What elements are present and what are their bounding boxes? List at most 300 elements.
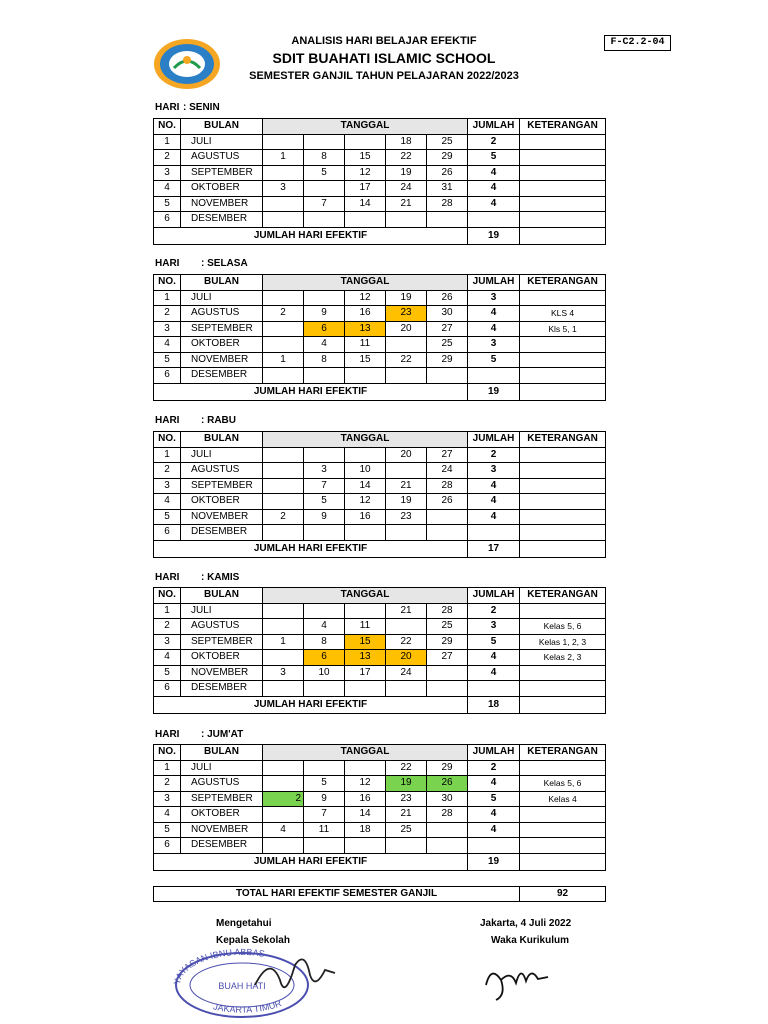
- row-no: 6: [154, 838, 181, 854]
- row-no: 6: [154, 681, 181, 697]
- date-cell: [345, 212, 386, 228]
- row-note: [520, 760, 606, 776]
- col-header-no: NO.: [154, 275, 181, 291]
- col-header-keterangan: KETERANGAN: [520, 588, 606, 604]
- date-cell: [263, 196, 304, 212]
- day-label-prefix: HARI: [155, 102, 180, 113]
- day-table: [153, 118, 606, 245]
- date-cell: 13: [345, 321, 386, 337]
- sum-blank: [520, 696, 606, 713]
- date-cell: 27: [427, 447, 468, 463]
- col-header-bulan: BULAN: [181, 432, 263, 448]
- row-month: OKTOBER: [181, 650, 263, 666]
- date-cell: 9: [304, 306, 345, 322]
- col-header-no: NO.: [154, 588, 181, 604]
- date-cell: 27: [427, 321, 468, 337]
- row-note: [520, 196, 606, 212]
- row-note: [520, 681, 606, 697]
- date-cell: 28: [427, 196, 468, 212]
- row-count: 4: [468, 776, 520, 792]
- date-cell: [304, 525, 345, 541]
- date-cell: 5: [304, 776, 345, 792]
- table-row: [154, 619, 606, 635]
- row-month: DESEMBER: [181, 368, 263, 384]
- row-month: NOVEMBER: [181, 665, 263, 681]
- date-cell: 8: [304, 352, 345, 368]
- date-cell: 26: [427, 165, 468, 181]
- table-row: [154, 494, 606, 510]
- date-cell: 16: [345, 509, 386, 525]
- date-cell: 12: [345, 776, 386, 792]
- row-count: 4: [468, 822, 520, 838]
- table-row: [154, 181, 606, 197]
- row-month: AGUSTUS: [181, 619, 263, 635]
- date-cell: [386, 838, 427, 854]
- date-cell: [304, 760, 345, 776]
- row-note: [520, 525, 606, 541]
- date-cell: [386, 525, 427, 541]
- sig-right-line1: Jakarta, 4 Juli 2022: [480, 918, 572, 929]
- date-cell: 1: [263, 150, 304, 166]
- date-cell: 15: [345, 150, 386, 166]
- date-cell: [263, 212, 304, 228]
- row-month: DESEMBER: [181, 838, 263, 854]
- date-cell: [263, 165, 304, 181]
- semester-title: SEMESTER GANJIL TAHUN PELAJARAN 2022/2023: [249, 70, 519, 82]
- row-count: 4: [468, 478, 520, 494]
- row-no: 5: [154, 665, 181, 681]
- table-row: [154, 290, 606, 306]
- table-row: [154, 134, 606, 150]
- date-cell: 20: [386, 321, 427, 337]
- date-cell: 30: [427, 306, 468, 322]
- day-label-prefix: HARI: [155, 258, 180, 269]
- date-cell: 26: [427, 776, 468, 792]
- row-month: JULI: [181, 290, 263, 306]
- date-cell: 22: [386, 150, 427, 166]
- col-header-bulan: BULAN: [181, 119, 263, 135]
- date-cell: [386, 337, 427, 353]
- stamp-text-bottom: JAKARTA TIMUR: [212, 998, 283, 1015]
- row-note: Kls 5, 1: [520, 321, 606, 337]
- row-count: 4: [468, 165, 520, 181]
- date-cell: 15: [345, 352, 386, 368]
- date-cell: [386, 619, 427, 635]
- date-cell: 19: [386, 165, 427, 181]
- date-cell: [427, 368, 468, 384]
- table-row: [154, 447, 606, 463]
- date-cell: 2: [263, 791, 304, 807]
- row-no: 6: [154, 212, 181, 228]
- row-count: 4: [468, 650, 520, 666]
- date-cell: 12: [345, 494, 386, 510]
- sum-label: JUMLAH HARI EFEKTIF: [154, 853, 468, 870]
- row-no: 6: [154, 368, 181, 384]
- date-cell: [386, 368, 427, 384]
- date-cell: 29: [427, 150, 468, 166]
- row-note: [520, 478, 606, 494]
- date-cell: [345, 368, 386, 384]
- date-cell: [304, 290, 345, 306]
- sum-value: 17: [468, 540, 520, 557]
- table-row: [154, 509, 606, 525]
- row-no: 1: [154, 603, 181, 619]
- row-count: 2: [468, 134, 520, 150]
- date-cell: [263, 838, 304, 854]
- date-cell: [263, 525, 304, 541]
- row-no: 1: [154, 447, 181, 463]
- date-cell: 21: [386, 478, 427, 494]
- date-cell: [304, 181, 345, 197]
- table-row: [154, 681, 606, 697]
- col-header-tanggal: TANGGAL: [263, 745, 468, 761]
- date-cell: 10: [345, 463, 386, 479]
- row-count: [468, 838, 520, 854]
- date-cell: 18: [386, 134, 427, 150]
- date-cell: [427, 665, 468, 681]
- row-month: JULI: [181, 760, 263, 776]
- date-cell: 11: [345, 619, 386, 635]
- table-row: [154, 352, 606, 368]
- date-cell: [263, 478, 304, 494]
- date-cell: 1: [263, 634, 304, 650]
- date-cell: 27: [427, 650, 468, 666]
- row-note: [520, 509, 606, 525]
- table-row: [154, 807, 606, 823]
- sum-blank: [520, 227, 606, 244]
- date-cell: [263, 760, 304, 776]
- row-month: SEPTEMBER: [181, 791, 263, 807]
- date-cell: 28: [427, 603, 468, 619]
- row-note: [520, 212, 606, 228]
- row-month: AGUSTUS: [181, 776, 263, 792]
- row-count: 5: [468, 634, 520, 650]
- sum-label: JUMLAH HARI EFEKTIF: [154, 540, 468, 557]
- row-month: NOVEMBER: [181, 509, 263, 525]
- row-no: 3: [154, 165, 181, 181]
- day-label: [155, 729, 243, 740]
- col-header-bulan: BULAN: [181, 275, 263, 291]
- date-cell: 25: [427, 619, 468, 635]
- date-cell: 21: [386, 196, 427, 212]
- col-header-keterangan: KETERANGAN: [520, 745, 606, 761]
- row-note: KLS 4: [520, 306, 606, 322]
- table-row: [154, 196, 606, 212]
- row-note: Kelas 5, 6: [520, 776, 606, 792]
- date-cell: 24: [386, 665, 427, 681]
- date-cell: [345, 681, 386, 697]
- doc-title: ANALISIS HARI BELAJAR EFEKTIF: [291, 35, 477, 47]
- date-cell: 18: [345, 822, 386, 838]
- sum-label: JUMLAH HARI EFEKTIF: [154, 227, 468, 244]
- row-no: 1: [154, 760, 181, 776]
- date-cell: 7: [304, 196, 345, 212]
- row-note: [520, 665, 606, 681]
- grand-total-table: [153, 886, 606, 902]
- row-no: 2: [154, 150, 181, 166]
- day-label: [155, 572, 239, 583]
- table-row: [154, 463, 606, 479]
- date-cell: [263, 463, 304, 479]
- row-note: [520, 463, 606, 479]
- row-count: 5: [468, 150, 520, 166]
- row-month: NOVEMBER: [181, 196, 263, 212]
- table-row: [154, 603, 606, 619]
- date-cell: [263, 650, 304, 666]
- row-no: 4: [154, 650, 181, 666]
- table-row: [154, 776, 606, 792]
- row-month: SEPTEMBER: [181, 634, 263, 650]
- date-cell: [427, 822, 468, 838]
- row-no: 6: [154, 525, 181, 541]
- date-cell: 15: [345, 634, 386, 650]
- day-label-prefix: HARI: [155, 729, 180, 740]
- row-note: Kelas 2, 3: [520, 650, 606, 666]
- row-no: 5: [154, 822, 181, 838]
- date-cell: 2: [263, 306, 304, 322]
- table-row: [154, 478, 606, 494]
- row-note: [520, 337, 606, 353]
- sum-blank: [520, 853, 606, 870]
- day-table: [153, 431, 606, 558]
- sum-label: JUMLAH HARI EFEKTIF: [154, 383, 468, 400]
- date-cell: 26: [427, 290, 468, 306]
- date-cell: 12: [345, 290, 386, 306]
- row-count: [468, 212, 520, 228]
- row-no: 1: [154, 290, 181, 306]
- date-cell: [386, 212, 427, 228]
- day-label: [155, 415, 236, 426]
- table-row: [154, 337, 606, 353]
- sum-blank: [520, 540, 606, 557]
- school-name: SDIT BUAHATI ISLAMIC SCHOOL: [272, 50, 496, 66]
- day-name: : KAMIS: [201, 572, 240, 583]
- date-cell: 30: [427, 791, 468, 807]
- date-cell: 25: [386, 822, 427, 838]
- date-cell: [304, 212, 345, 228]
- sum-value: 19: [468, 383, 520, 400]
- table-row: [154, 822, 606, 838]
- grand-total-value: 92: [520, 887, 606, 902]
- sum-value: 19: [468, 853, 520, 870]
- date-cell: 11: [304, 822, 345, 838]
- day-label: [155, 102, 220, 113]
- date-cell: [304, 447, 345, 463]
- date-cell: 2: [263, 509, 304, 525]
- row-count: 2: [468, 603, 520, 619]
- date-cell: 21: [386, 807, 427, 823]
- date-cell: 24: [427, 463, 468, 479]
- date-cell: 16: [345, 791, 386, 807]
- col-header-bulan: BULAN: [181, 588, 263, 604]
- row-note: [520, 603, 606, 619]
- row-note: [520, 165, 606, 181]
- row-note: [520, 352, 606, 368]
- row-no: 3: [154, 634, 181, 650]
- date-cell: [386, 681, 427, 697]
- row-count: [468, 525, 520, 541]
- day-name: : JUM'AT: [201, 729, 244, 740]
- date-cell: 4: [263, 822, 304, 838]
- date-cell: 9: [304, 509, 345, 525]
- date-cell: 23: [386, 791, 427, 807]
- col-header-no: NO.: [154, 119, 181, 135]
- date-cell: [345, 447, 386, 463]
- date-cell: [427, 838, 468, 854]
- row-no: 2: [154, 306, 181, 322]
- date-cell: [304, 603, 345, 619]
- date-cell: 25: [427, 134, 468, 150]
- row-count: [468, 368, 520, 384]
- day-table: [153, 744, 606, 871]
- date-cell: 14: [345, 196, 386, 212]
- date-cell: [263, 807, 304, 823]
- day-table: [153, 274, 606, 401]
- row-note: [520, 822, 606, 838]
- date-cell: 3: [263, 181, 304, 197]
- table-row: [154, 165, 606, 181]
- row-month: JULI: [181, 134, 263, 150]
- date-cell: 9: [304, 791, 345, 807]
- date-cell: 4: [304, 619, 345, 635]
- table-row: [154, 306, 606, 322]
- row-note: [520, 290, 606, 306]
- table-row: [154, 368, 606, 384]
- date-cell: [304, 681, 345, 697]
- row-count: 3: [468, 337, 520, 353]
- row-month: SEPTEMBER: [181, 478, 263, 494]
- row-count: 5: [468, 352, 520, 368]
- date-cell: 28: [427, 478, 468, 494]
- row-month: OKTOBER: [181, 181, 263, 197]
- date-cell: [263, 494, 304, 510]
- date-cell: 12: [345, 165, 386, 181]
- col-header-tanggal: TANGGAL: [263, 119, 468, 135]
- row-month: AGUSTUS: [181, 463, 263, 479]
- table-row: [154, 650, 606, 666]
- col-header-tanggal: TANGGAL: [263, 588, 468, 604]
- date-cell: 8: [304, 150, 345, 166]
- date-cell: 16: [345, 306, 386, 322]
- date-cell: [345, 760, 386, 776]
- sig-left-line1: Mengetahui: [216, 918, 272, 929]
- row-no: 4: [154, 494, 181, 510]
- date-cell: [263, 603, 304, 619]
- row-note: [520, 447, 606, 463]
- row-no: 4: [154, 807, 181, 823]
- row-no: 2: [154, 776, 181, 792]
- date-cell: 5: [304, 494, 345, 510]
- row-count: 4: [468, 196, 520, 212]
- date-cell: 23: [386, 509, 427, 525]
- col-header-no: NO.: [154, 745, 181, 761]
- date-cell: [263, 290, 304, 306]
- row-note: [520, 838, 606, 854]
- date-cell: 14: [345, 807, 386, 823]
- date-cell: 6: [304, 650, 345, 666]
- col-header-jumlah: JUMLAH: [468, 119, 520, 135]
- row-month: OKTOBER: [181, 337, 263, 353]
- row-note: Kelas 5, 6: [520, 619, 606, 635]
- date-cell: [427, 525, 468, 541]
- col-header-jumlah: JUMLAH: [468, 275, 520, 291]
- date-cell: 7: [304, 478, 345, 494]
- col-header-jumlah: JUMLAH: [468, 588, 520, 604]
- row-note: [520, 150, 606, 166]
- date-cell: 13: [345, 650, 386, 666]
- row-no: 5: [154, 196, 181, 212]
- row-no: 1: [154, 134, 181, 150]
- sum-value: 18: [468, 696, 520, 713]
- sum-blank: [520, 383, 606, 400]
- date-cell: 4: [304, 337, 345, 353]
- date-cell: [263, 776, 304, 792]
- date-cell: [263, 337, 304, 353]
- date-cell: 17: [345, 665, 386, 681]
- row-no: 5: [154, 352, 181, 368]
- table-row: [154, 634, 606, 650]
- date-cell: [345, 134, 386, 150]
- day-name: : SENIN: [183, 102, 220, 113]
- row-month: DESEMBER: [181, 525, 263, 541]
- row-month: OKTOBER: [181, 807, 263, 823]
- date-cell: 22: [386, 634, 427, 650]
- date-cell: [263, 321, 304, 337]
- row-note: [520, 181, 606, 197]
- table-row: [154, 525, 606, 541]
- row-no: 5: [154, 509, 181, 525]
- row-note: Kelas 1, 2, 3: [520, 634, 606, 650]
- table-row: [154, 321, 606, 337]
- row-count: 4: [468, 494, 520, 510]
- date-cell: [345, 525, 386, 541]
- date-cell: 22: [386, 760, 427, 776]
- row-month: JULI: [181, 447, 263, 463]
- date-cell: 3: [304, 463, 345, 479]
- date-cell: 8: [304, 634, 345, 650]
- col-header-tanggal: TANGGAL: [263, 275, 468, 291]
- date-cell: [304, 368, 345, 384]
- row-no: 4: [154, 337, 181, 353]
- date-cell: 29: [427, 760, 468, 776]
- row-no: 3: [154, 478, 181, 494]
- date-cell: [304, 838, 345, 854]
- col-header-jumlah: JUMLAH: [468, 745, 520, 761]
- date-cell: [386, 463, 427, 479]
- row-count: 3: [468, 290, 520, 306]
- table-row: [154, 150, 606, 166]
- date-cell: 26: [427, 494, 468, 510]
- svg-text:YAYASAN IBNU ABBAS: [172, 947, 266, 985]
- row-month: SEPTEMBER: [181, 165, 263, 181]
- row-no: 2: [154, 463, 181, 479]
- row-count: 4: [468, 665, 520, 681]
- row-month: NOVEMBER: [181, 352, 263, 368]
- row-count: 2: [468, 760, 520, 776]
- row-month: OKTOBER: [181, 494, 263, 510]
- row-count: 4: [468, 807, 520, 823]
- col-header-bulan: BULAN: [181, 745, 263, 761]
- sum-value: 19: [468, 227, 520, 244]
- date-cell: [427, 681, 468, 697]
- col-header-keterangan: KETERANGAN: [520, 119, 606, 135]
- sig-left-line2: Kepala Sekolah: [216, 935, 290, 946]
- date-cell: 14: [345, 478, 386, 494]
- table-row: [154, 212, 606, 228]
- date-cell: 3: [263, 665, 304, 681]
- date-cell: 19: [386, 290, 427, 306]
- stamp-text-top: YAYASAN IBNU ABBAS: [171, 946, 266, 986]
